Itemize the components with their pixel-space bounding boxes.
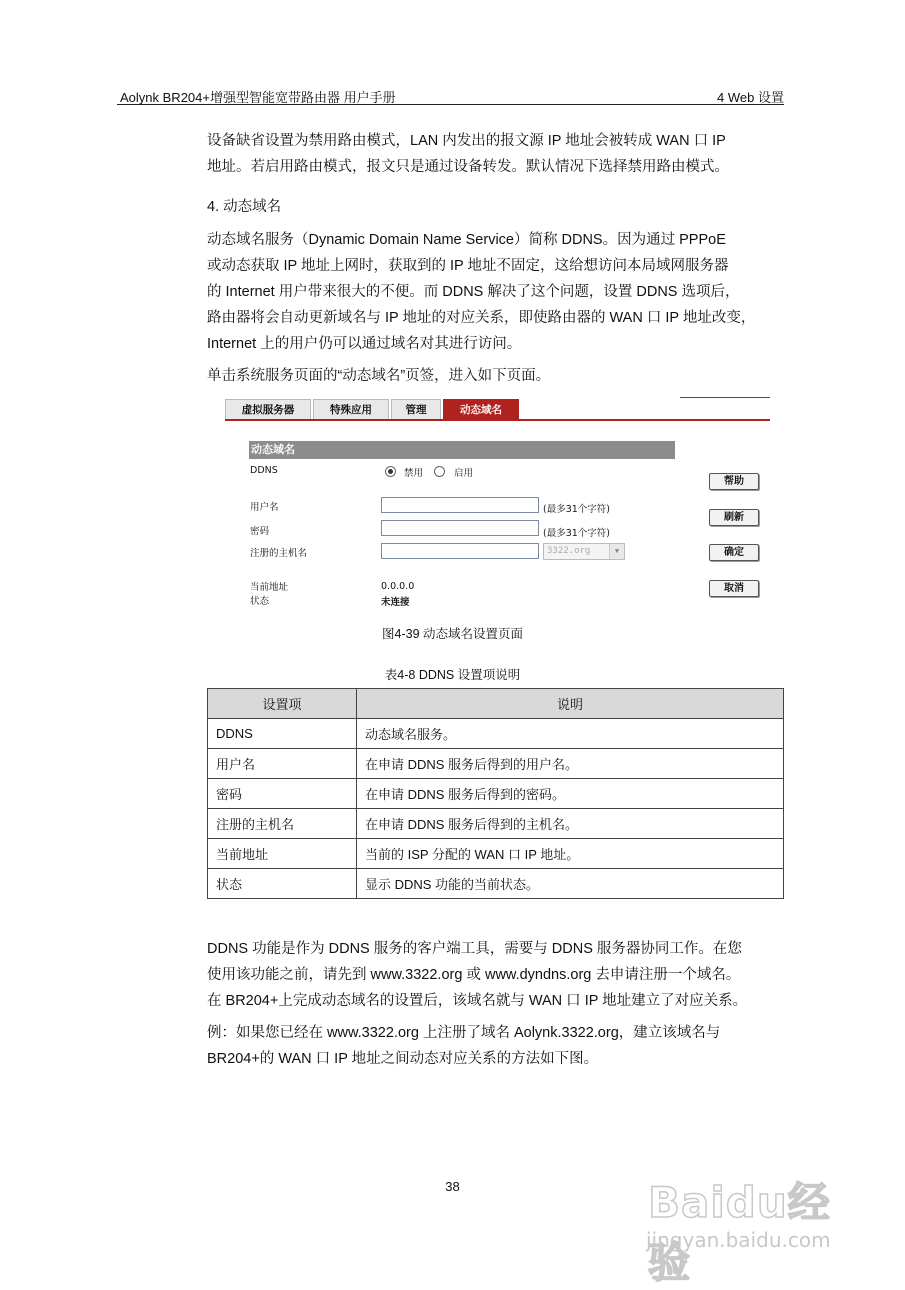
- header-rule: [117, 104, 784, 105]
- current-address-label: 当前地址: [250, 582, 289, 593]
- example-paragraph: 例：如果您已经在 www.3322.org 上注册了域名 Aolynk.3322.org，建立该域名与 BR204+的 WAN 口 IP 地址之间动态对应关系的方法如下图。: [207, 1025, 721, 1067]
- refresh-button[interactable]: 刷新: [709, 509, 759, 526]
- tab-virtual-server[interactable]: 虚拟服务器: [225, 399, 311, 419]
- hostname-input[interactable]: [381, 543, 539, 559]
- ddns-label: DDNS: [250, 465, 278, 476]
- ok-button[interactable]: 确定: [709, 544, 759, 561]
- radio-enable[interactable]: [434, 466, 445, 477]
- table-cell: 在申请 DDNS 服务后得到的密码。: [357, 779, 784, 809]
- section-title: 4. 动态域名: [207, 199, 282, 215]
- table-cell: 动态域名服务。: [357, 719, 784, 749]
- status-value: 未连接: [381, 597, 410, 608]
- chevron-down-icon: ▼: [609, 544, 624, 559]
- ddns-spec-table: [207, 688, 784, 899]
- table-cell: 当前的 ISP 分配的 WAN 口 IP 地址。: [357, 839, 784, 869]
- ddns-settings-screenshot: [225, 393, 770, 613]
- cancel-button[interactable]: 取消: [709, 580, 759, 597]
- radio-disable-label: 禁用: [404, 468, 424, 479]
- tab-ddns[interactable]: 动态域名: [443, 399, 519, 419]
- baidu-watermark: [640, 1148, 870, 1287]
- header-title: Aolynk BR204+增强型智能宽带路由器 用户手册: [120, 90, 396, 105]
- password-input[interactable]: [381, 520, 539, 536]
- domain-select[interactable]: 3322.org ▼: [543, 543, 625, 560]
- tab-underline: [225, 419, 770, 421]
- intro-paragraph: 设备缺省设置为禁用路由模式，LAN 内发出的报文源 IP 地址会被转成 WAN 口 IP 地址。若启用路由模式，报文只是通过设备转发。默认情况下选择禁用路由模式。: [207, 133, 729, 175]
- password-hint: (最多31个字符): [543, 528, 611, 539]
- tab-accent-line: [680, 397, 770, 398]
- tab-special-apps[interactable]: 特殊应用: [313, 399, 389, 419]
- table-header-cell: 说明: [357, 689, 784, 719]
- baidu-logo: Baidu经验: [648, 1178, 831, 1287]
- header-chapter: 4 Web 设置: [717, 90, 784, 105]
- table-cell: 用户名: [208, 749, 357, 779]
- radio-disable[interactable]: [385, 466, 396, 477]
- ddns-intro-paragraph: 动态域名服务（Dynamic Domain Name Service）简称 DDNS。因为通过 PPPoE 或动态获取 IP 地址上网时，获取到的 IP 地址不固定，这给想访问本局域网服务器 的 Internet 用户带来很大的不便。而 DDNS 解决了这个问题，设置 DDNS 选项后， 路由器将会自动更新域名与 IP 地址的对应关系，即使路由器的 WAN 口 IP 地址改变， Internet 上的用户仍可以通过域名对其进行访问。: [207, 232, 756, 352]
- password-label: 密码: [250, 526, 270, 537]
- table-cell: 当前地址: [208, 839, 357, 869]
- hostname-label: 注册的主机名: [250, 548, 308, 559]
- table-caption: 表4-8 DDNS 设置项说明: [384, 668, 521, 682]
- table-cell: 状态: [208, 869, 357, 899]
- table-row: [208, 719, 784, 749]
- help-button[interactable]: 帮助: [709, 473, 759, 490]
- click-instruction: 单击系统服务页面的“动态域名”页签，进入如下页面。: [207, 368, 551, 384]
- tab-management[interactable]: 管理: [391, 399, 441, 419]
- table-row: [208, 839, 784, 869]
- watermark-url: jingyan.baidu.com: [646, 1228, 831, 1252]
- table-cell: 在申请 DDNS 服务后得到的用户名。: [357, 749, 784, 779]
- username-hint: (最多31个字符): [543, 504, 611, 515]
- table-row: [208, 749, 784, 779]
- radio-enable-label: 启用: [454, 468, 474, 479]
- status-label: 状态: [250, 596, 270, 607]
- table-header-row: [208, 689, 784, 719]
- table-row: [208, 779, 784, 809]
- table-header-cell: 设置项: [208, 689, 357, 719]
- table-row: [208, 809, 784, 839]
- ddns-usage-paragraph: DDNS 功能是作为 DDNS 服务的客户端工具，需要与 DDNS 服务器协同工作。在您 使用该功能之前，请先到 www.3322.org 或 www.dyndns.org 去申请注册一个域名。 在 BR204+上完成动态域名的设置后，该域名就与 WAN 口 IP 地址建立了对应关系。: [207, 941, 748, 1009]
- username-input[interactable]: [381, 497, 539, 513]
- table-cell: DDNS: [208, 719, 357, 749]
- username-label: 用户名: [250, 502, 279, 513]
- table-cell: 密码: [208, 779, 357, 809]
- tab-bar: [225, 399, 521, 419]
- table-cell: 显示 DDNS 功能的当前状态。: [357, 869, 784, 899]
- figure-caption: 图4-39 动态域名设置页面: [382, 627, 523, 641]
- panel-title: 动态域名: [249, 441, 675, 459]
- page-number: 38: [445, 1179, 460, 1194]
- current-address-value: 0.0.0.0: [381, 581, 415, 592]
- table-row: [208, 869, 784, 899]
- table-cell: 注册的主机名: [208, 809, 357, 839]
- table-cell: 在申请 DDNS 服务后得到的主机名。: [357, 809, 784, 839]
